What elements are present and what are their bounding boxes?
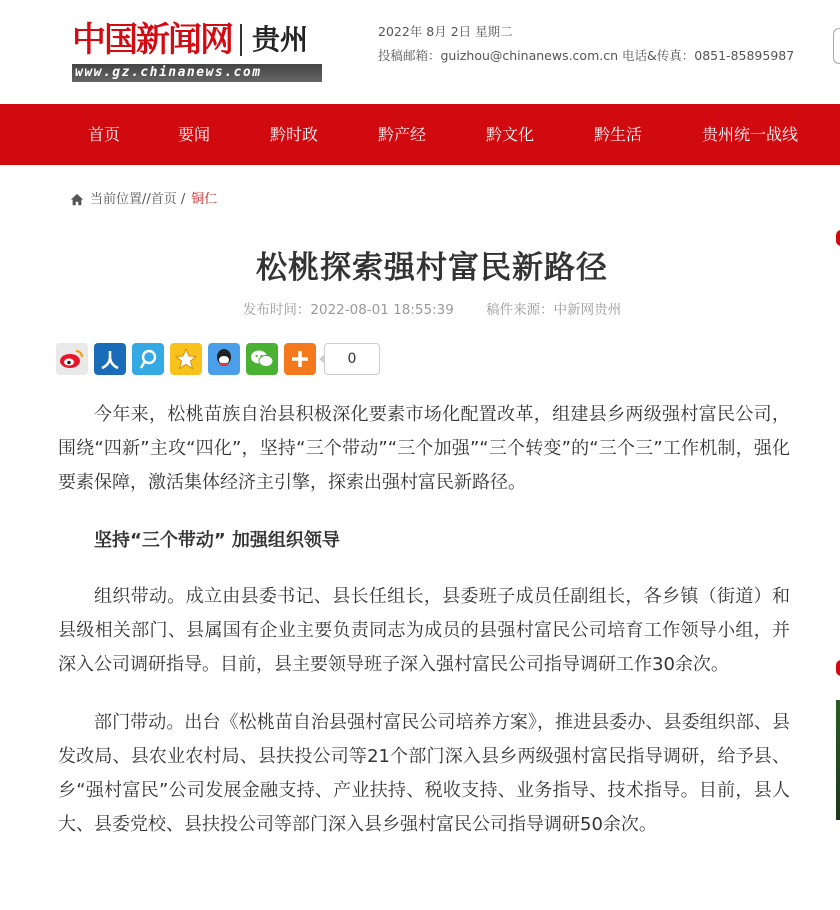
breadcrumb-current[interactable]: 铜仁 <box>191 192 218 207</box>
article-meta <box>0 298 840 318</box>
qzone-icon[interactable] <box>170 343 202 375</box>
header-search-button[interactable] <box>833 28 840 64</box>
header-info <box>378 20 794 68</box>
article-source: 稿件来源：中新网贵州 <box>486 302 622 318</box>
sidebar-marker <box>836 660 840 676</box>
nav-item-economy[interactable]: 黔产经 <box>378 125 427 144</box>
main-nav <box>0 104 840 165</box>
contact-line: 投稿邮箱：guizhou@chinanews.com.cn 电话&传真：0851-85895987 <box>378 48 795 63</box>
article-paragraph: 组织带动。成立由县委书记、县长任组长，县委班子成员任副组长，各乡镇（街道）和县级相关部门、县属国有企业主要负责同志为成员的县强村富民公司培育工作领导小组，并深入公司调研指导。目前，县主要领导班子深入强村富民公司指导调研工作30余次。 <box>58 586 790 675</box>
home-icon <box>70 193 84 207</box>
renren-icon[interactable] <box>94 343 126 375</box>
article-paragraph: 今年来，松桃苗族自治县积极深化要素市场化配置改革，组建县乡两级强村富民公司，围绕“四新”主攻“四化”，坚持“三个带动”“三个加强”“三个转变”的“三个三”工作机制，强化要素保障，激活集体经济主引擎，探索出强村富民新路径。 <box>58 404 790 493</box>
sidebar-thumbnail[interactable] <box>836 700 840 820</box>
share-count: 0 <box>324 343 380 375</box>
breadcrumb <box>70 190 217 210</box>
logo-url: www.gz.chinanews.com <box>72 64 322 82</box>
breadcrumb-path[interactable]: 当前位置//首页 / <box>90 192 186 207</box>
nav-item-politics[interactable]: 黔时政 <box>270 125 319 144</box>
publish-time: 发布时间：2022-08-01 18:55:39 <box>242 302 454 318</box>
nav-item-united-front[interactable]: 贵州统一战线 <box>702 125 799 144</box>
sidebar-marker <box>836 230 840 246</box>
date-line: 2022年 8月 2日 星期二 <box>378 24 513 39</box>
nav-item-news[interactable]: 要闻 <box>178 125 211 144</box>
logo-divider <box>240 24 242 56</box>
wechat-icon[interactable] <box>246 343 278 375</box>
nav-item-culture[interactable]: 黔文化 <box>486 125 535 144</box>
more-share-icon[interactable] <box>284 343 316 375</box>
article-title: 松桃探索强村富民新路径 <box>256 250 608 286</box>
qq-icon[interactable] <box>208 343 240 375</box>
site-header <box>0 0 840 104</box>
article-subheading: 坚持“三个带动” 加强组织领导 <box>94 530 340 551</box>
tencent-weibo-icon[interactable] <box>132 343 164 375</box>
article-paragraph: 部门带动。出台《松桃苗自治县强村富民公司培养方案》，推进县委办、县委组织部、县发改局、县农业农村局、县扶投公司等21个部门深入县乡两级强村富民指导调研，给予县、乡“强村富民”公司发展金融支持、产业扶持、税收支持、业务指导、技术指导。目前，县人大、县委党校、县扶投公司等部门深入县乡强村富民公司指导调研50余次。 <box>58 712 790 835</box>
nav-item-home[interactable]: 首页 <box>88 125 121 144</box>
article-body <box>58 398 790 866</box>
nav-item-life[interactable]: 黔生活 <box>594 125 643 144</box>
share-bar <box>56 342 380 376</box>
site-logo[interactable] <box>70 16 322 84</box>
weibo-icon[interactable] <box>56 343 88 375</box>
logo-region: 贵州 <box>252 23 309 56</box>
logo-chinanews: 中国新闻网 <box>72 20 232 60</box>
